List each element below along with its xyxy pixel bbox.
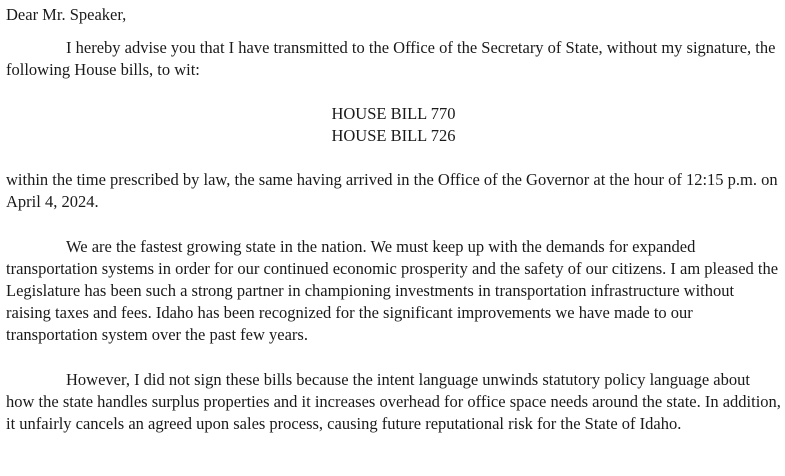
bill-item: HOUSE BILL 726 <box>331 126 456 145</box>
letter-body <box>6 4 781 435</box>
paragraph-reason: However, I did not sign these bills because the intent language unwinds statutory policy language about how the state handles surplus properties and it increases overhead for office space needs around the state. In addition, it unfairly cancels an agreed upon sales process, causing future reputational risk for the State of Idaho. <box>6 370 781 433</box>
salutation: Dear Mr. Speaker, <box>6 5 127 24</box>
bill-item: HOUSE BILL 770 <box>331 104 456 123</box>
paragraph-transmittal: I hereby advise you that I have transmitted to the Office of the Secretary of State, without my signature, the following House bills, to wit: <box>6 38 776 79</box>
paragraph-transportation: We are the fastest growing state in the nation. We must keep up with the demands for expanded transportation systems in order for our continued economic prosperity and the safety of our citizens. I am pleased the Legislature has been such a strong partner in championing investments in transportation infrastructure without raising taxes and fees. Idaho has been recognized for the significant improvements we have made to our transportation system over the past few years. <box>6 237 779 344</box>
bill-list <box>6 103 781 147</box>
paragraph-time-received: within the time prescribed by law, the same having arrived in the Office of the Governor at the hour of 12:15 p.m. on April 4, 2024. <box>6 170 778 211</box>
